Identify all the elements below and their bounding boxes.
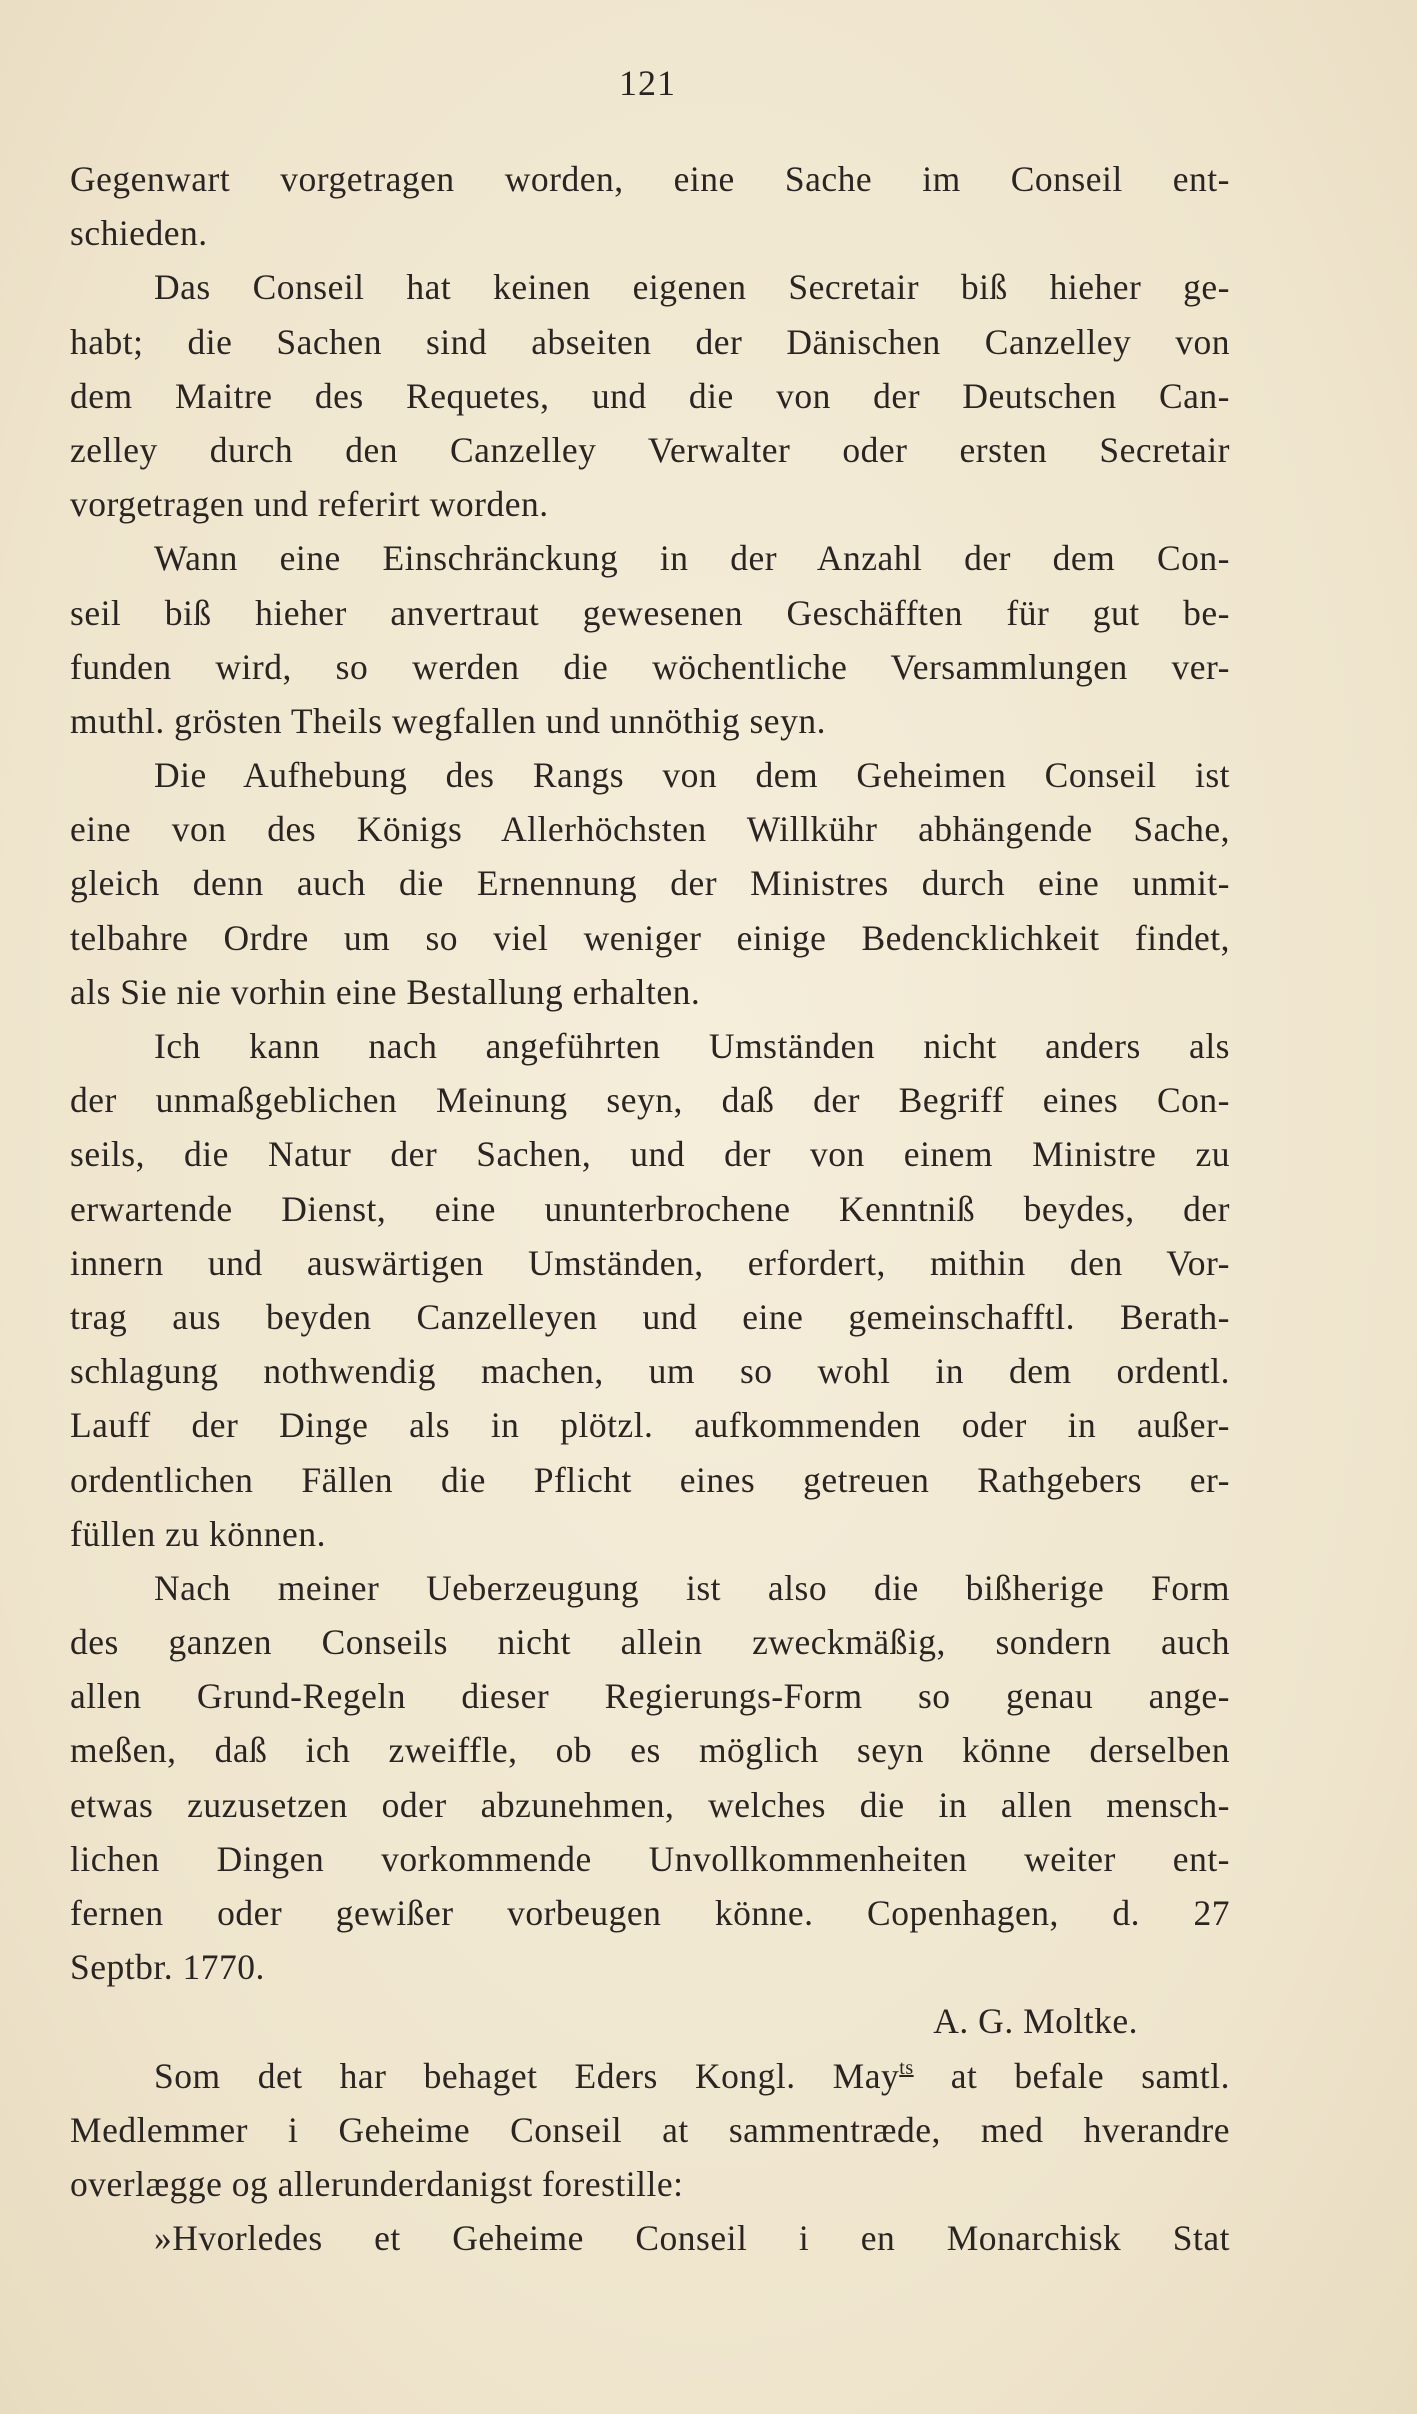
signature: A. G. Moltke.	[933, 2001, 1138, 2042]
text-line: Nach meiner Ueberzeugung ist also die bißherige Form	[154, 1567, 1230, 1608]
text-line: des ganzen Conseils nicht allein zweckmäßig, sondern auch	[70, 1622, 1230, 1663]
text-line: vorgetragen und referirt worden.	[70, 484, 549, 525]
text-line: Die Aufhebung des Rangs von dem Geheimen Conseil ist	[154, 755, 1230, 796]
text-line: Das Conseil hat keinen eigenen Secretair biß hieher ge-	[154, 267, 1230, 308]
danish-line	[70, 2049, 1230, 2103]
text-line: gleich denn auch die Ernennung der Ministres durch eine unmit-	[70, 863, 1230, 904]
text-line: funden wird, so werden die wöchentliche Versammlungen ver-	[70, 646, 1230, 687]
text-line: schlagung nothwendig machen, um so wohl in dem ordentl.	[70, 1351, 1230, 1392]
page-number: 121	[619, 63, 676, 103]
text-line: lichen Dingen vorkommende Unvollkommenheiten weiter ent-	[70, 1838, 1230, 1879]
text-line: dem Maitre des Requetes, und die von der Deutschen Can-	[70, 375, 1230, 416]
danish-line-1-start: Som det har behaget Eders Kongl. May	[154, 2055, 900, 2096]
danish-line: overlægge og allerunderdanigst forestille:	[70, 2163, 684, 2204]
text-line: erwartende Dienst, eine ununterbrochene Kenntniß beydes, der	[70, 1188, 1230, 1229]
text-line: als Sie nie vorhin eine Bestallung erhalten.	[70, 971, 701, 1012]
text-line: Lauff der Dinge als in plötzl. aufkommenden oder in außer-	[70, 1405, 1230, 1446]
text-line: muthl. grösten Theils wegfallen und unnöthig seyn.	[70, 700, 826, 741]
text-line: fernen oder gewißer vorbeugen könne. Copenhagen, d. 27	[70, 1893, 1230, 1933]
text-line: allen Grund-Regeln dieser Regierungs-Form so genau ange-	[70, 1676, 1230, 1717]
danish-line: »Hvorledes et Geheime Conseil i en Monarchisk Stat	[154, 2218, 1230, 2259]
text-line: trag aus beyden Canzelleyen und eine gemeinschafftl. Berath-	[70, 1296, 1230, 1337]
text-line: Septbr. 1770.	[70, 1947, 265, 1988]
danish-line: Medlemmer i Geheime Conseil at sammentræde, med hverandre	[70, 2109, 1230, 2150]
text-line: zelley durch den Canzelley Verwalter oder ersten Secretair	[70, 429, 1230, 470]
text-line: schieden.	[70, 213, 208, 254]
text-line: telbahre Ordre um so viel weniger einige Bedencklichkeit findet,	[70, 917, 1230, 958]
text-line: Ich kann nach angeführten Umständen nicht anders als	[154, 1026, 1230, 1066]
majesty-abbreviation: ts	[899, 2056, 914, 2079]
text-line: innern und auswärtigen Umständen, erfordert, mithin den Vor-	[70, 1242, 1230, 1283]
text-line: seil biß hieher anvertraut gewesenen Geschäfften für gut be-	[70, 592, 1230, 633]
body-text	[70, 152, 1230, 2265]
text-line: der unmaßgeblichen Meinung seyn, daß der Begriff eines Con-	[70, 1080, 1230, 1121]
danish-line-1-end: at befale samtl.	[913, 2055, 1230, 2096]
text-line: meßen, daß ich zweiffle, ob es möglich seyn könne derselben	[70, 1730, 1230, 1771]
text-line: etwas zuzusetzen oder abzunehmen, welches die in allen mensch-	[70, 1784, 1230, 1825]
text-line: Gegenwart vorgetragen worden, eine Sache im Conseil ent-	[70, 159, 1230, 199]
text-line: Wann eine Einschränckung in der Anzahl der dem Con-	[154, 538, 1230, 579]
text-line: seils, die Natur der Sachen, und der von einem Ministre zu	[70, 1134, 1230, 1175]
text-line: ordentlichen Fällen die Pflicht eines getreuen Rathgebers er-	[70, 1459, 1230, 1500]
text-line: habt; die Sachen sind abseiten der Dänischen Canzelley von	[70, 321, 1230, 362]
text-line: eine von des Königs Allerhöchsten Willkühr abhängende Sache,	[70, 809, 1230, 850]
text-line: füllen zu können.	[70, 1513, 326, 1554]
